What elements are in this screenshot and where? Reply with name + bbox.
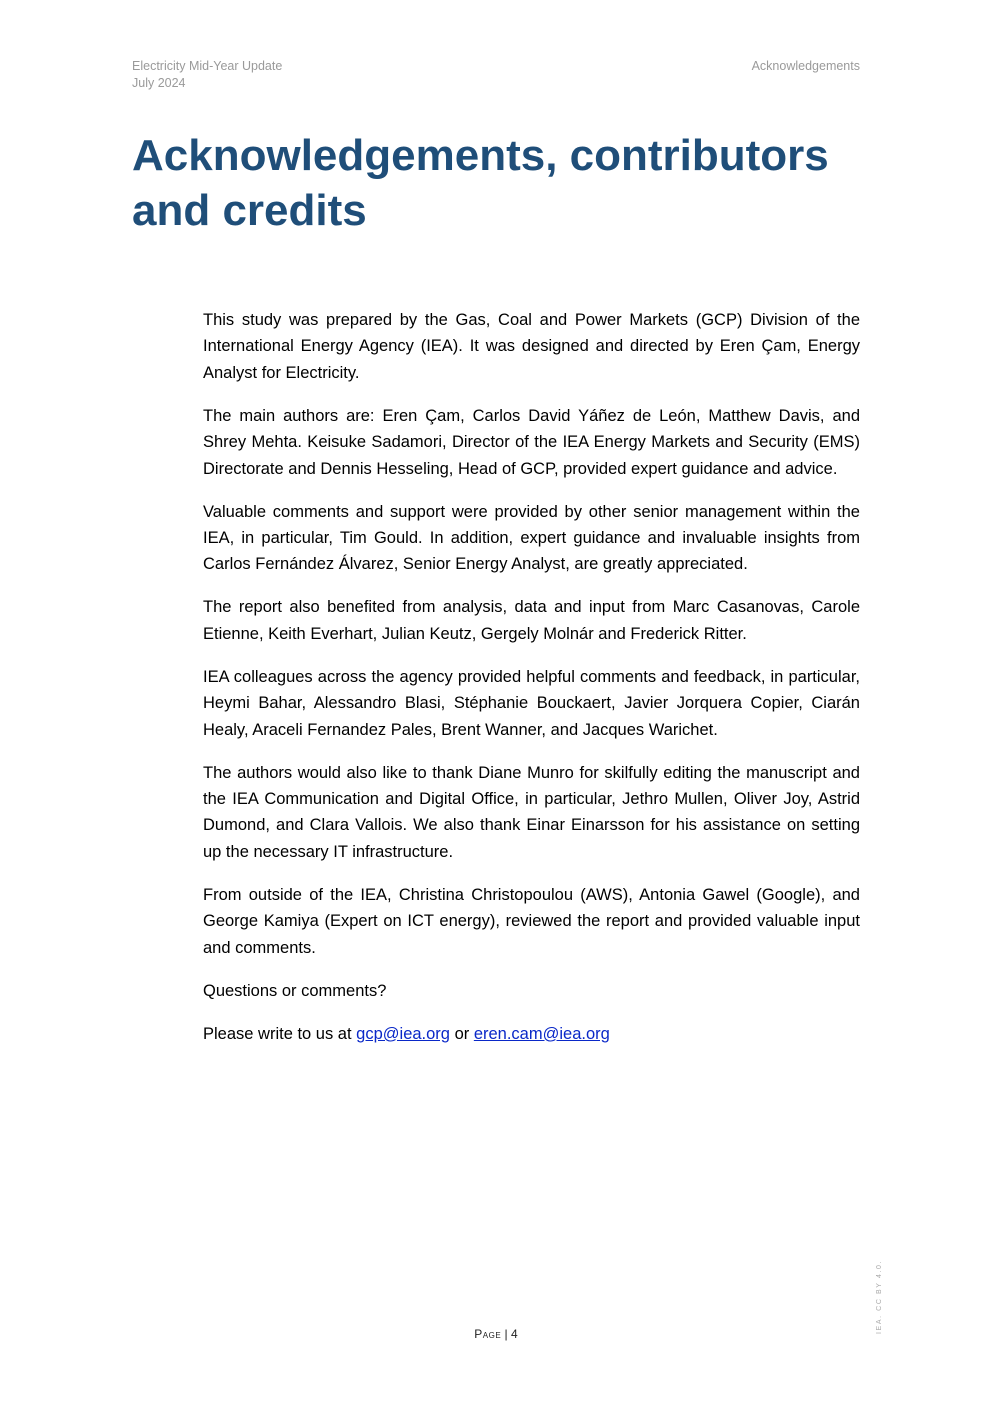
paragraph: The authors would also like to thank Diane Munro for skilfully editing the manuscript and the IEA Communication and Digital Office, in particular, Jethro Mullen, Oliver Joy, Astrid Dumond, and Clara Vallois. We also thank Einar Einarsson for his assistance on setting up the necessary IT infrastructure. <box>203 763 860 861</box>
running-header-right <box>752 58 860 75</box>
contact-prefix: Please write to us at <box>203 1024 357 1043</box>
contact-line <box>203 1021 860 1047</box>
paragraph: The report also benefited from analysis, data and input from Marc Casanovas, Carole Etienne, Keith Everhart, Julian Keutz, Gergely Molnár and Frederick Ritter. <box>203 598 860 643</box>
email-link-eren[interactable]: eren.cam@iea.org <box>473 1024 610 1043</box>
page-separator: | <box>501 1327 511 1341</box>
page-number: 4 <box>511 1327 518 1341</box>
paragraph: From outside of the IEA, Christina Christopoulou (AWS), Antonia Gawel (Google), and George Kamiya (Expert on ICT energy), reviewed the report and provided valuable input and comments. <box>203 885 860 957</box>
page-label: Page <box>474 1327 502 1341</box>
paragraph: This study was prepared by the Gas, Coal and Power Markets (GCP) Division of the International Energy Agency (IEA). It was designed and directed by Eren Çam, Energy Analyst for Electricity. <box>203 311 860 382</box>
body-text <box>203 307 860 1064</box>
paragraph: IEA colleagues across the agency provided helpful comments and feedback, in particular, Heymi Bahar, Alessandro Blasi, Stéphanie Bouckaert, Javier Jorquera Copier, Ciarán Healy, Araceli Fernandez Pales, Brent Wanner, and Jacques Warichet. <box>203 667 860 739</box>
license-note: IEA. CC BY 4.0. <box>876 1259 883 1334</box>
report-date: July 2024 <box>132 76 186 90</box>
running-header-left <box>132 58 282 92</box>
paragraph: Valuable comments and support were provided by other senior management within the IEA, in particular, Tim Gould. In addition, expert guidance and invaluable insights from Carlos Fernández Álvarez, Senior Energy Analyst, are greatly appreciated. <box>203 502 860 574</box>
email-link-gcp[interactable]: gcp@iea.org <box>356 1024 450 1043</box>
report-title: Electricity Mid-Year Update <box>132 59 283 73</box>
page-footer <box>0 1327 992 1341</box>
questions-heading: Questions or comments? <box>203 981 387 1000</box>
page-title: Acknowledgements, contributors and credits <box>132 131 829 235</box>
section-name: Acknowledgements <box>751 59 860 73</box>
contact-connector: or <box>449 1024 474 1043</box>
paragraph: The main authors are: Eren Çam, Carlos David Yáñez de León, Matthew Davis, and Shrey Mehta. Keisuke Sadamori, Director of the IEA Energy Markets and Security (EMS) Directorate and Dennis Hesseling, Head of GCP, provided expert guidance and advice. <box>203 406 860 478</box>
